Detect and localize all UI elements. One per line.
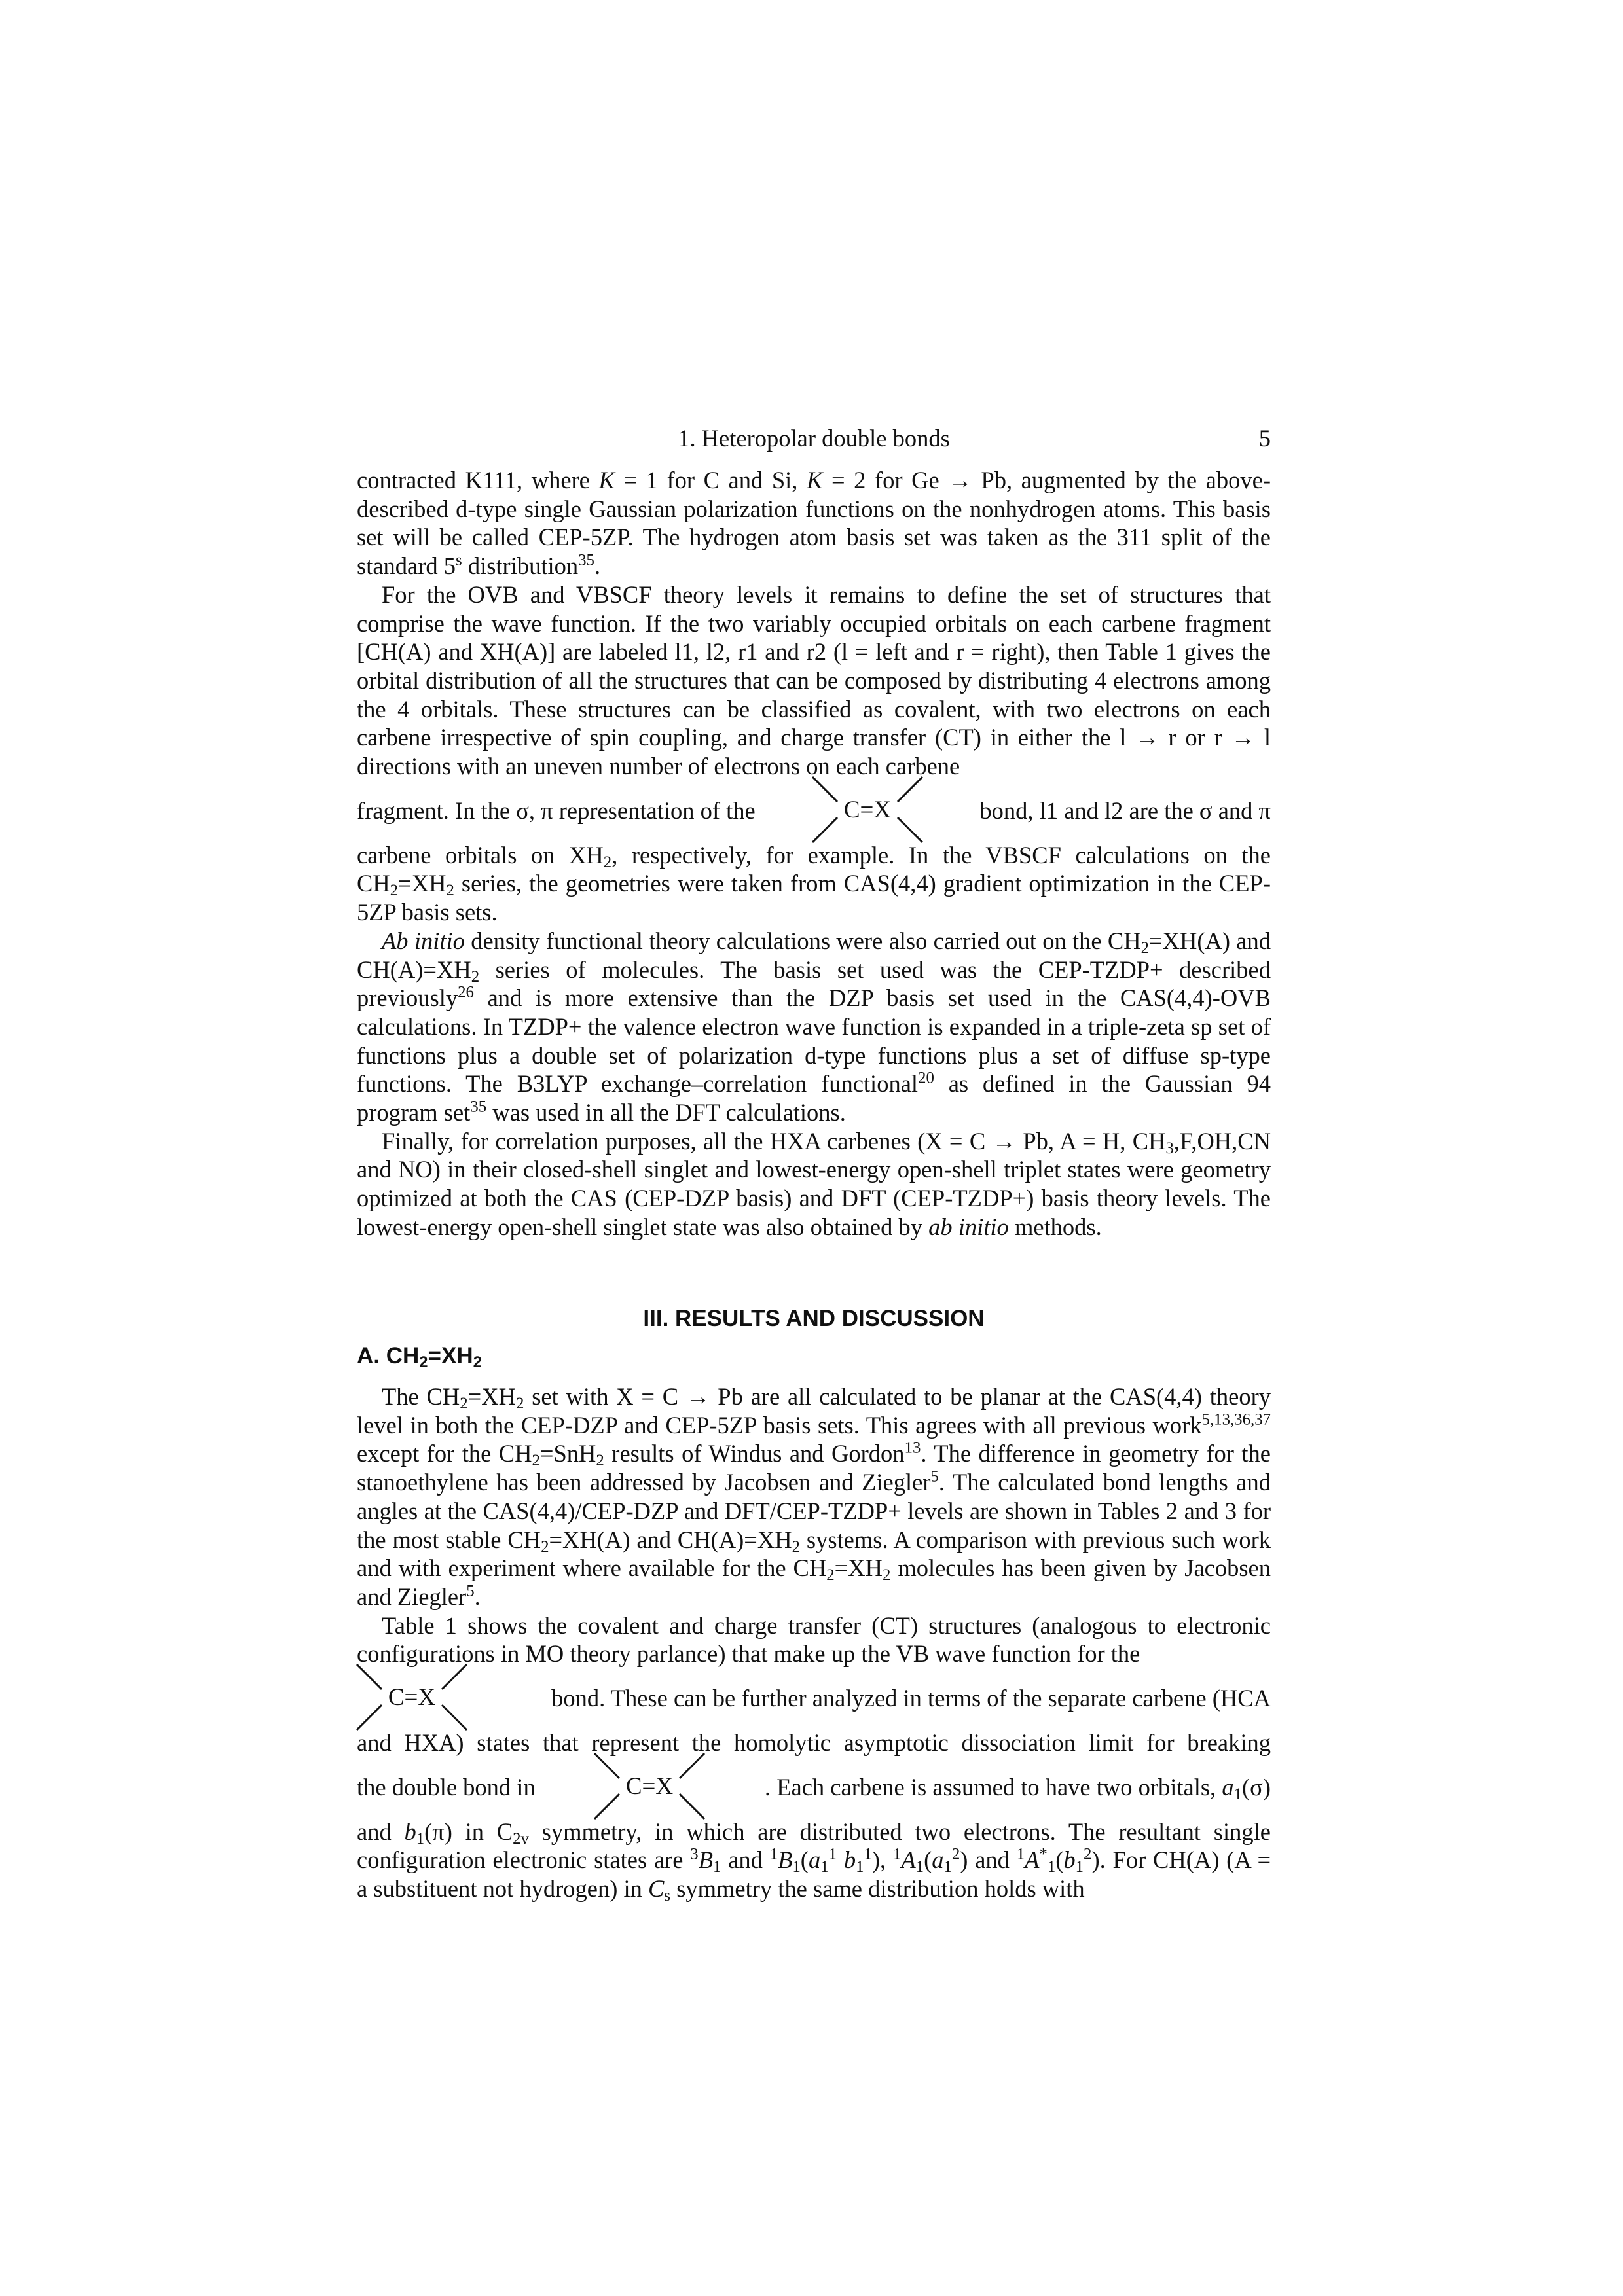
running-title: 1. Heteropolar double bonds xyxy=(678,425,950,452)
cx-double-bond-glyph xyxy=(589,1774,710,1801)
svg-text:C=X: C=X xyxy=(843,796,891,823)
cx-double-bond-glyph xyxy=(352,1685,473,1712)
paragraph-6-continued: and $b_1(\pi)$ in $C_{2v}$ symmetry, in which are distributed two electrons. The resultant single configuration electronic states are $^3B_1$ and $^1B_1(a_1^1$ $b_1^1$), $^1A_1(a_1^2)$ and $^1A^*_1(b_1^2)$. For CH(A) (A = a substituent not hydrogen) in $C_s$ symmetry the same distribution holds with xyxy=(357,1818,1271,1905)
paragraph-6-line: and HXA) states that represent the homolytic asymptotic dissociation limit for breaking xyxy=(357,1729,1271,1757)
cx-double-bond-glyph xyxy=(807,798,928,824)
section-heading: III. RESULTS AND DISCUSSION xyxy=(643,1306,985,1331)
paragraph-5: The $CH_2=XH_2$ set with X = C → Pb are all calculated to be planar at the CAS(4,4) theory level in both the CEP-DZP and CEP-5ZP basis sets. This agrees with all previous work$^{5,13,36,37}$ except for the $CH_2=SnH_2$ results of Windus and Gordon$^{13}$. The difference in geometry for the stanoethylene has been addressed by Jacobsen and Ziegler$^5$. The calculated bond lengths and angles at the CAS(4,4)/CEP-DZP and DFT/CEP-TZDP+ levels are shown in Tables 2 and 3 for the most stable $CH_2=XH(A)$ and $CH(A)=XH_2$ systems. A comparison with previous such work and with experiment where available for the $CH_2=XH_2$ molecules has been given by Jacobsen and Ziegler$^5$. xyxy=(357,1383,1271,1610)
svg-text:C=X: C=X xyxy=(388,1684,436,1712)
paragraph-1: contracted K111, where K = 1 for C and Si, K = 2 for Ge → Pb, augmented by the above-described d-type single Gaussian polarization functions on the nonhydrogen atoms. This basis set will be called CEP-5ZP. The hydrogen atom basis set was taken as the 311 split of the standard 5$^s$ distribution$^{35}$. xyxy=(357,467,1271,580)
paragraph-4: Finally, for correlation purposes, all the HXA carbenes (X = C → Pb, A = H, $CH_3,F,OH,CN$ and NO) in their closed-shell singlet and lowest-energy open-shell triplet states were geometry optimized at both the CAS (CEP-DZP basis) and DFT (CEP-TZDP+) basis theory levels. The lowest-energy open-shell singlet state was also obtained by ab initio methods. xyxy=(357,1127,1271,1240)
body-text-upper xyxy=(357,466,1271,1242)
subsection-heading: A. $CH_2=XH_2$ xyxy=(357,1343,482,1371)
body-text-lower xyxy=(357,1382,1271,1903)
paragraph-6-cx-line-2: the double bond in C=X . Each carbene is assumed to have two orbitals, $a_1(\sigma)$ xyxy=(357,1757,1271,1818)
paragraph-3: Ab initio density functional theory calculations were also carried out on the $CH_2=XH(A)$ and $CH(A)=XH_2$ series of molecules. The basis set used was the CEP-TZDP+ described previously$^{26}$ and is more extensive than the DZP basis set used in the CAS(4,4)-OVB calculations. In TZDP+ the valence electron wave function is expanded in a triple-zeta sp set of functions plus a double set of polarization d-type functions plus a set of diffuse sp-type functions. The B3LYP exchange–correlation functional$^{20}$ as defined in the Gaussian 94 program set$^{35}$ was used in all the DFT calculations. xyxy=(357,927,1271,1126)
paragraph-2: For the OVB and VBSCF theory levels it remains to define the set of structures that comprise the wave function. If the two variably occupied orbitals on each carbene fragment [CH(A) and XH(A)] are labeled l1, l2, r1 and r2 (l = left and r = right), then Table 1 gives the orbital distribution of all the structures that can be composed by distributing 4 electrons among the 4 orbitals. These structures can be classified as covalent, with two electrons on each carbene irrespective of spin coupling, and charge transfer (CT) in either the l → r or r → l directions with an uneven number of electrons on each carbene xyxy=(357,581,1271,780)
paragraph-6-cx-line-1: C=X bond. These can be further analyzed in terms of the separate carbene (HCA xyxy=(357,1668,1271,1729)
page-number: 5 xyxy=(1258,425,1271,452)
svg-text:C=X: C=X xyxy=(626,1772,674,1800)
page-header xyxy=(357,424,1271,457)
paragraph-6: Table 1 shows the covalent and charge transfer (CT) structures (analogous to electronic configurations in MO theory parlance) that make up the VB wave function for the xyxy=(357,1611,1271,1668)
paragraph-2-cx-line: fragment. In the σ, π representation of the C=X bond, l1 and l2 are the σ and π xyxy=(357,781,1271,841)
paragraph-2-continued: carbene orbitals on $XH_2$, respectively, for example. In the VBSCF calculations on the $CH_2=XH_2$ series, the geometries were taken from CAS(4,4) gradient optimization in the CEP-5ZP basis sets. xyxy=(357,841,1271,926)
